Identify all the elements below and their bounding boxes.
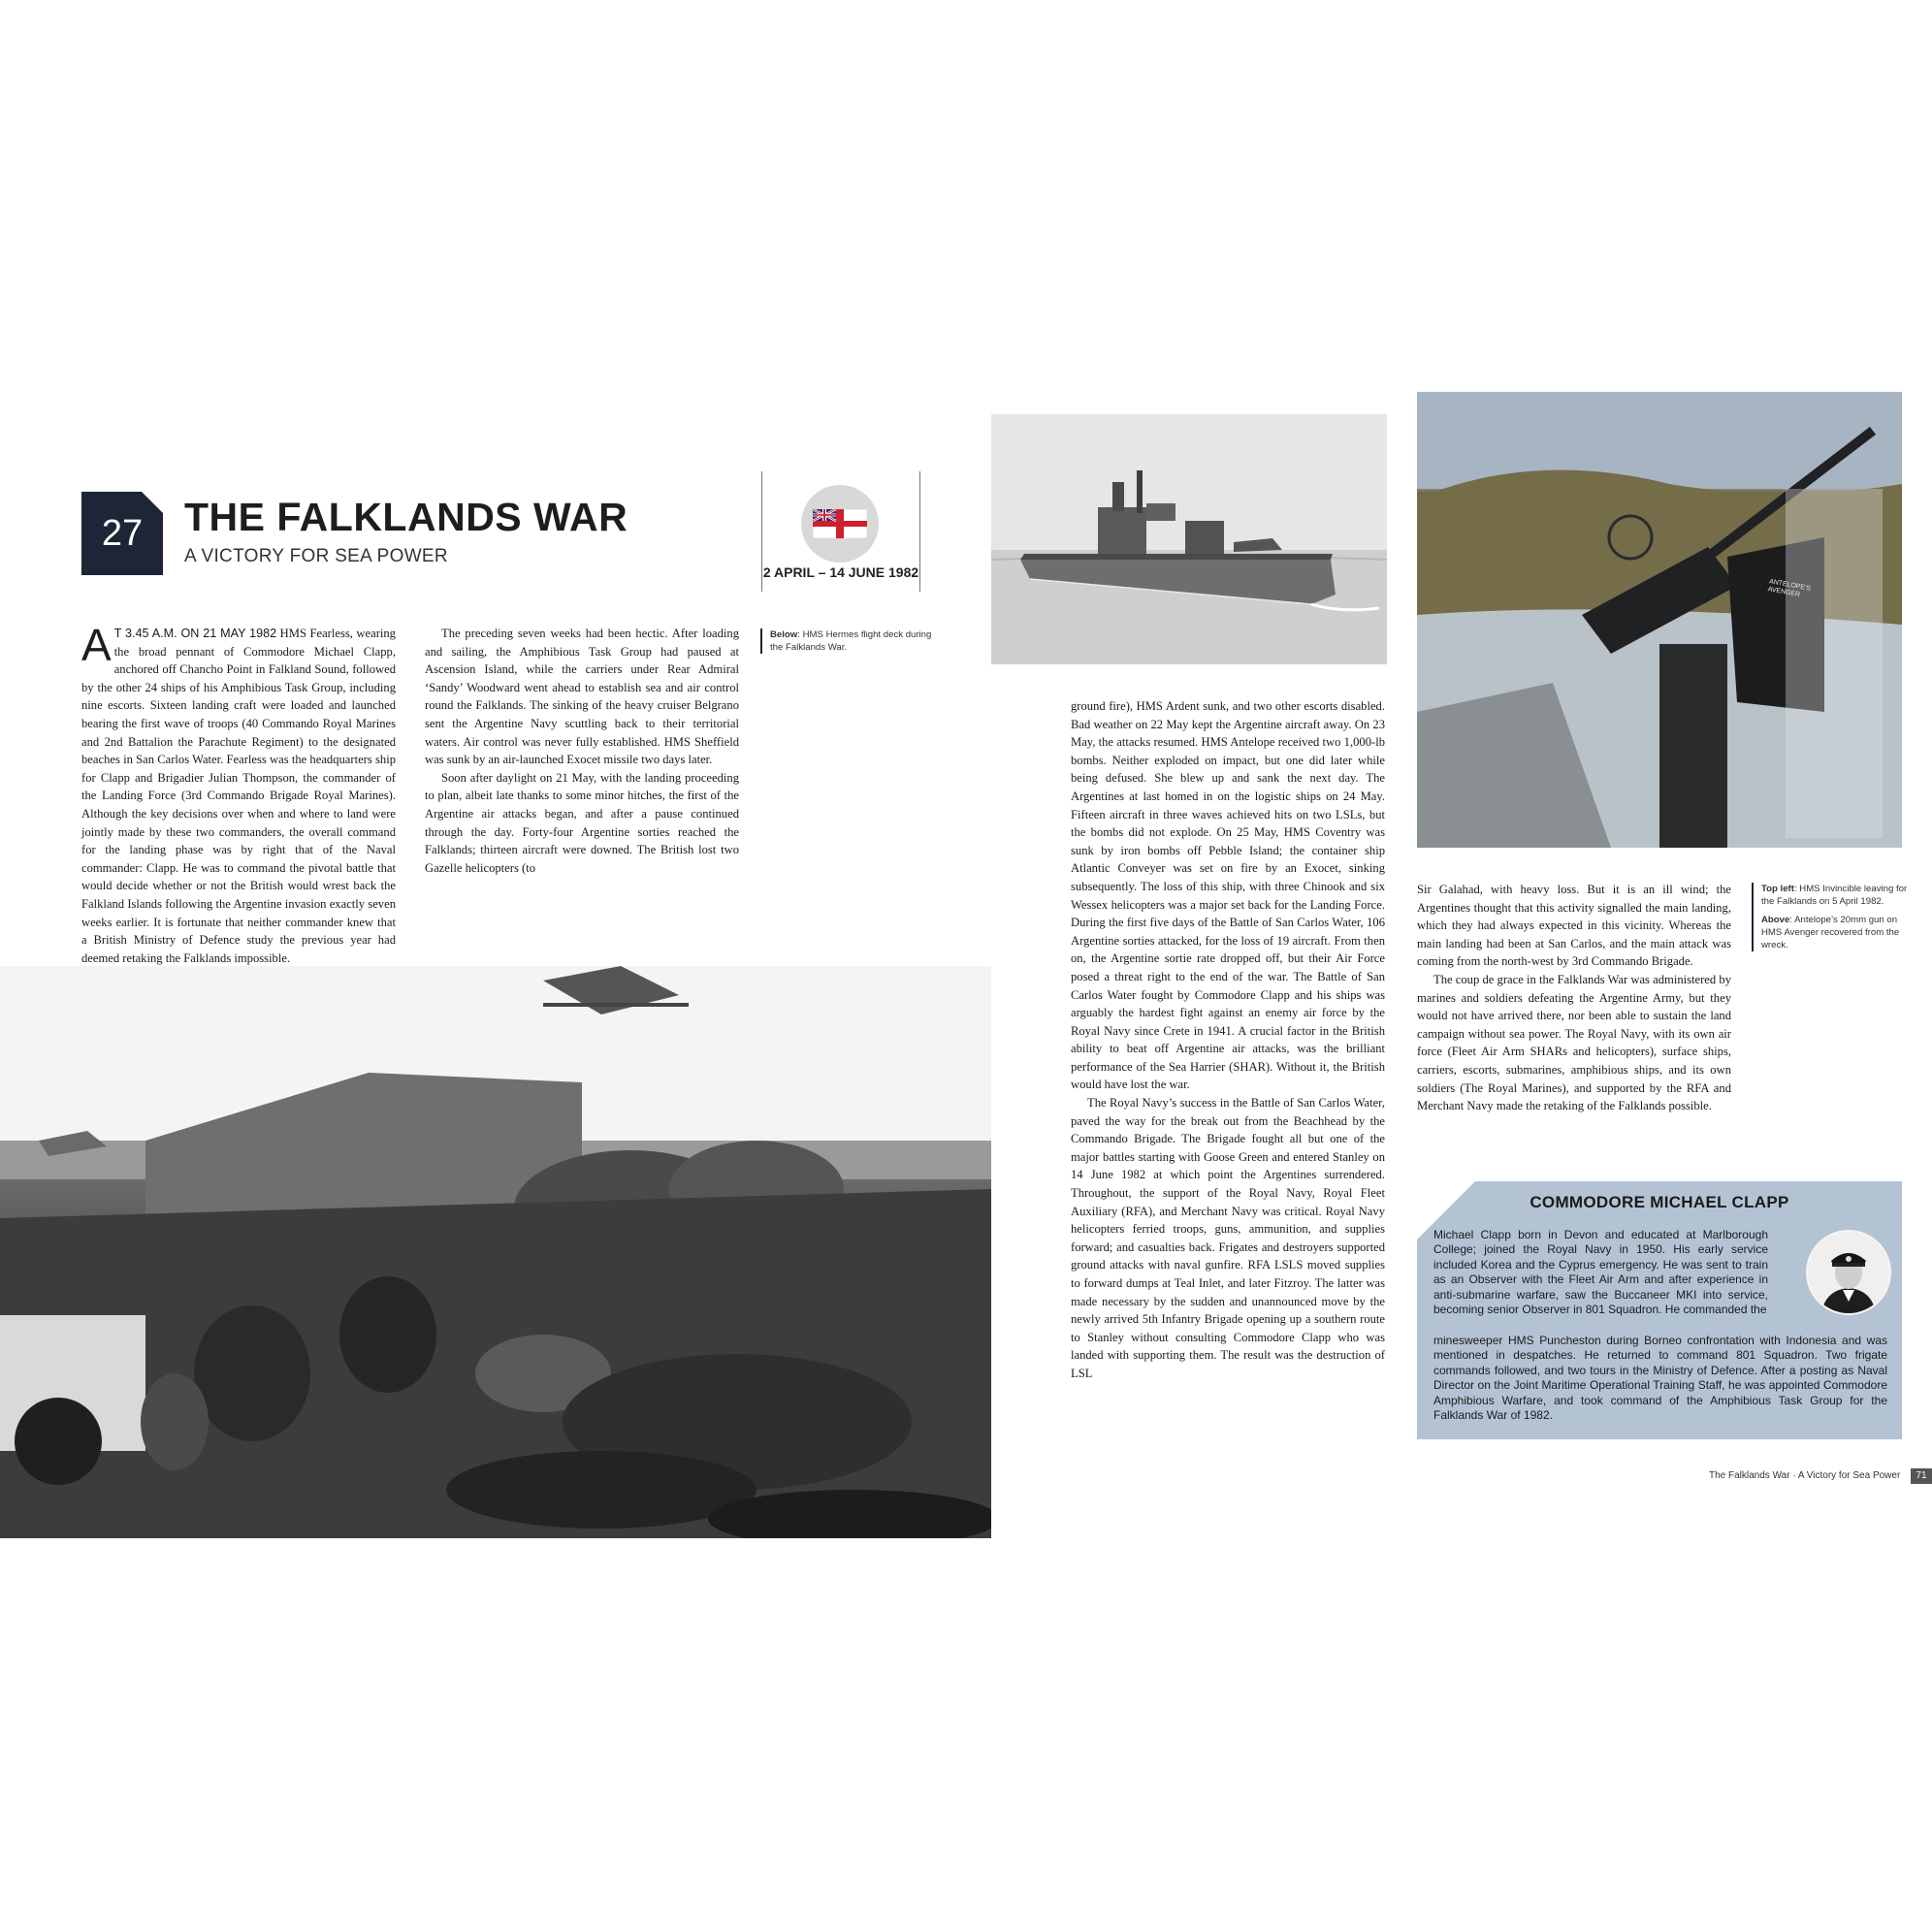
chapter-number-badge bbox=[81, 492, 163, 575]
caption-text: : HMS Hermes flight deck during the Falklands War. bbox=[770, 629, 932, 653]
article-paragraph: Soon after daylight on 21 May, with the landing proceeding to plan, albeit late thanks to some minor hitches, the first of the Argentine air attacks began, and after a pause continued through the day. Forty-four Argentine sorties reached the Falklands; thirteen aircraft were downed. The British lost two Gazelle helicopters (to bbox=[425, 770, 739, 875]
caption-text: : Antelope’s 20mm gun on HMS Avenger recovered from the wreck. bbox=[1761, 915, 1900, 950]
article-column-4 bbox=[1417, 881, 1731, 1115]
article-paragraph bbox=[81, 620, 396, 967]
chapter-title: THE FALKLANDS WAR bbox=[184, 495, 628, 539]
white-ensign-flag-icon bbox=[801, 485, 879, 563]
portrait-photo bbox=[1806, 1230, 1891, 1315]
article-paragraph: The Royal Navy’s success in the Battle of San Carlos Water, paved the way for the break out from the Beachhead by the Commando Brigade. The Brigade fought all but one of the major battles starting with Goose Green and entered Stanley on 14 June 1982 at which point the Argentines surrendered. Throughout, the support of the Royal Navy, Royal Fleet Auxiliary (RFA), and Merchant Navy was critical. Royal Navy helicopters ferried troops, guns, ammunition, and supplies forward; and casualties back. Frigates and destroyers supported ground attacks with naval gunfire. RFA LSLS moved supplies to forward dumps at Teal Inlet, and later Fitzroy. The latter was made necessary by the sudden and unannounced move by the newly arrived 5th Infantry Brigade opening up a southern route to Stanley without consulting Commodore Clapp who was landed with supporting them. The result was the destruction of LSL bbox=[1071, 1096, 1385, 1380]
gun-photo bbox=[1417, 392, 1902, 848]
paragraph-text: HMS Fearless, wearing the broad pennant of Commodore Michael Clapp, anchored off Chancho Point in Falkland Sound, followed by the other 24 ships of his Amphibious Task Group, including nine escorts. Sixteen landing craft were loaded and launched bearing the first wave of troops (40 Commando Royal Marines and 2nd Battalion the Parachute Regiment) to the designated beaches in San Carlos Water. Fearless was the headquarters ship for Clapp and Brigadier Julian Thompson, the commander of the Landing Force (3rd Commando Brigade Royal Marines). Although the key decisions over when and where to land were jointly made by these two commanders, the overall command for the landing phase was by right that of the Naval commander: Clapp. He was to command the pivotal battle that would decide whether or not the British would wrest back the Falkland Islands following the Argentine invasion exactly seven weeks earlier. It is fortunate that neither commander knew that a British Ministry of Defence study the previous year had deemed retaking the Falklands impossible. bbox=[81, 627, 396, 965]
biography-text-continued: minesweeper HMS Puncheston during Borneo confrontation with Indonesia and was mentioned in despatches. He returned to command 801 Squadron. Two frigate commands followed, and two tours in the Ministry of Defence. After a posting as Naval Director on the Joint Maritime Operational Training Staff, he was appointed Commodore Amphibious Warfare, and took command of the Amphibious Task Group for the Falklands War of 1982. bbox=[1433, 1334, 1887, 1423]
article-paragraph: ground fire), HMS Ardent sunk, and two other escorts disabled. Bad weather on 22 May kept the Argentine aircraft away. On 23 May, the attacks resumed. HMS Antelope received two 1,000-lb bombs. Neither exploded on impact, but one did later while being defused. She blew up and sank the next day. The Argentines at last homed in on the logistic ships on 24 May. Fifteen aircraft in three waves achieved hits on two LSLs, but the bombs did not explode. On 25 May, HMS Coventry was sunk by iron bombs off Pebble Island; the container ship Atlantic Conveyer was set on fire by an Exocet, sinking subsequently. The loss of this ship, with three Chinook and six Wessex helicopters was a major set back for the Landing Force. During the first five days of the Battle of San Carlos Water, 106 Argentine sorties attacked, for the loss of 19 aircraft. From then on, the Argentine sortie rate dropped off, but their Air Force posed a threat right to the end of the war. The Battle of San Carlos Water fought by Commodore Clapp and his ships was arguably the hardest fight against an enemy air force by the Royal Navy since Crete in 1941. A crucial factor in the British ability to beat off Argentine air attacks, was the brilliant performance of the Sea Harrier (SHAR). Without it, the British would have lost the war. bbox=[1071, 699, 1385, 1092]
article-paragraph: The coup de grace in the Falklands War was administered by marines and soldiers defeating the Argentine Army, but they would not have arrived there, nor been able to sustain the land campaign without sea power. The Royal Navy, with its own air force (Fleet Air Arm SHARs and helicopters), surface ships, carriers, escorts, submarines, amphibious ships, and its own soldiers (The Royal Marines), and supported by the RFA and Merchant Navy made the retaking of the Falklands possible. bbox=[1417, 972, 1731, 1113]
chapter-number: 27 bbox=[101, 512, 144, 554]
gun-shield-label: ANTELOPE'S AVENGER bbox=[1767, 578, 1812, 598]
photo-caption-below bbox=[760, 628, 935, 654]
article-paragraph: The preceding seven weeks had been hectic. After loading and sailing, the Amphibious Task Group had paused at Ascension Island, while the carriers under Rear Admiral ‘Sandy’ Woodward went ahead to establish sea and air control round the Falklands. The sinking of the heavy cruiser Belgrano sent the Argentine Navy scuttling back to their territorial waters. Air control was never fully established. HMS Sheffield was sunk by an air-launched Exocet missile two days later. bbox=[425, 627, 739, 767]
drop-cap: A bbox=[81, 620, 112, 670]
caption-label: Above bbox=[1761, 915, 1790, 925]
caption-top-left bbox=[1761, 883, 1912, 908]
biography-title: COMMODORE MICHAEL CLAPP bbox=[1530, 1193, 1789, 1211]
caption-label: Top left bbox=[1761, 884, 1794, 894]
ship-photo bbox=[991, 414, 1387, 664]
caption-label: Below bbox=[770, 629, 798, 640]
date-range: 2 APRIL – 14 JUNE 1982 bbox=[762, 564, 919, 580]
caption-text: : HMS Invincible leaving for the Falklands on 5 April 1982. bbox=[1761, 884, 1908, 907]
article-column-3 bbox=[1071, 697, 1385, 1383]
caption-above bbox=[1761, 914, 1912, 951]
biography-text: Michael Clapp born in Devon and educated at Marlborough College; joined the Royal Navy in 1950. His early service included Korea and the Cyprus emergency. He was sent to train as an Observer with the Fleet Air Arm and after experience in anti-submarine warfare, saw the Buccaneer MKI into service, becoming senior Observer in 801 Squadron. He commanded the bbox=[1433, 1228, 1768, 1317]
running-footer: The Falklands War · A Victory for Sea Power bbox=[1709, 1470, 1901, 1481]
article-paragraph: Sir Galahad, with heavy loss. But it is an ill wind; the Argentines thought that this activity signalled the main landing, which they had always expected in this vicinity. Whereas the main landing had been at San Carlos, and the main attack was coming from the north-west by 3rd Commando Brigade. bbox=[1417, 883, 1731, 969]
flight-deck-photo bbox=[0, 966, 991, 1538]
article-column-2 bbox=[425, 625, 739, 877]
chapter-subtitle: A VICTORY FOR SEA POWER bbox=[184, 546, 448, 566]
biography-box bbox=[1417, 1181, 1902, 1439]
page-number: 71 bbox=[1911, 1468, 1932, 1484]
lead-in: T 3.45 A.M. ON 21 MAY 1982 bbox=[113, 627, 277, 640]
photo-captions-right bbox=[1752, 883, 1912, 951]
date-panel bbox=[761, 471, 920, 592]
article-column-1 bbox=[81, 620, 396, 967]
